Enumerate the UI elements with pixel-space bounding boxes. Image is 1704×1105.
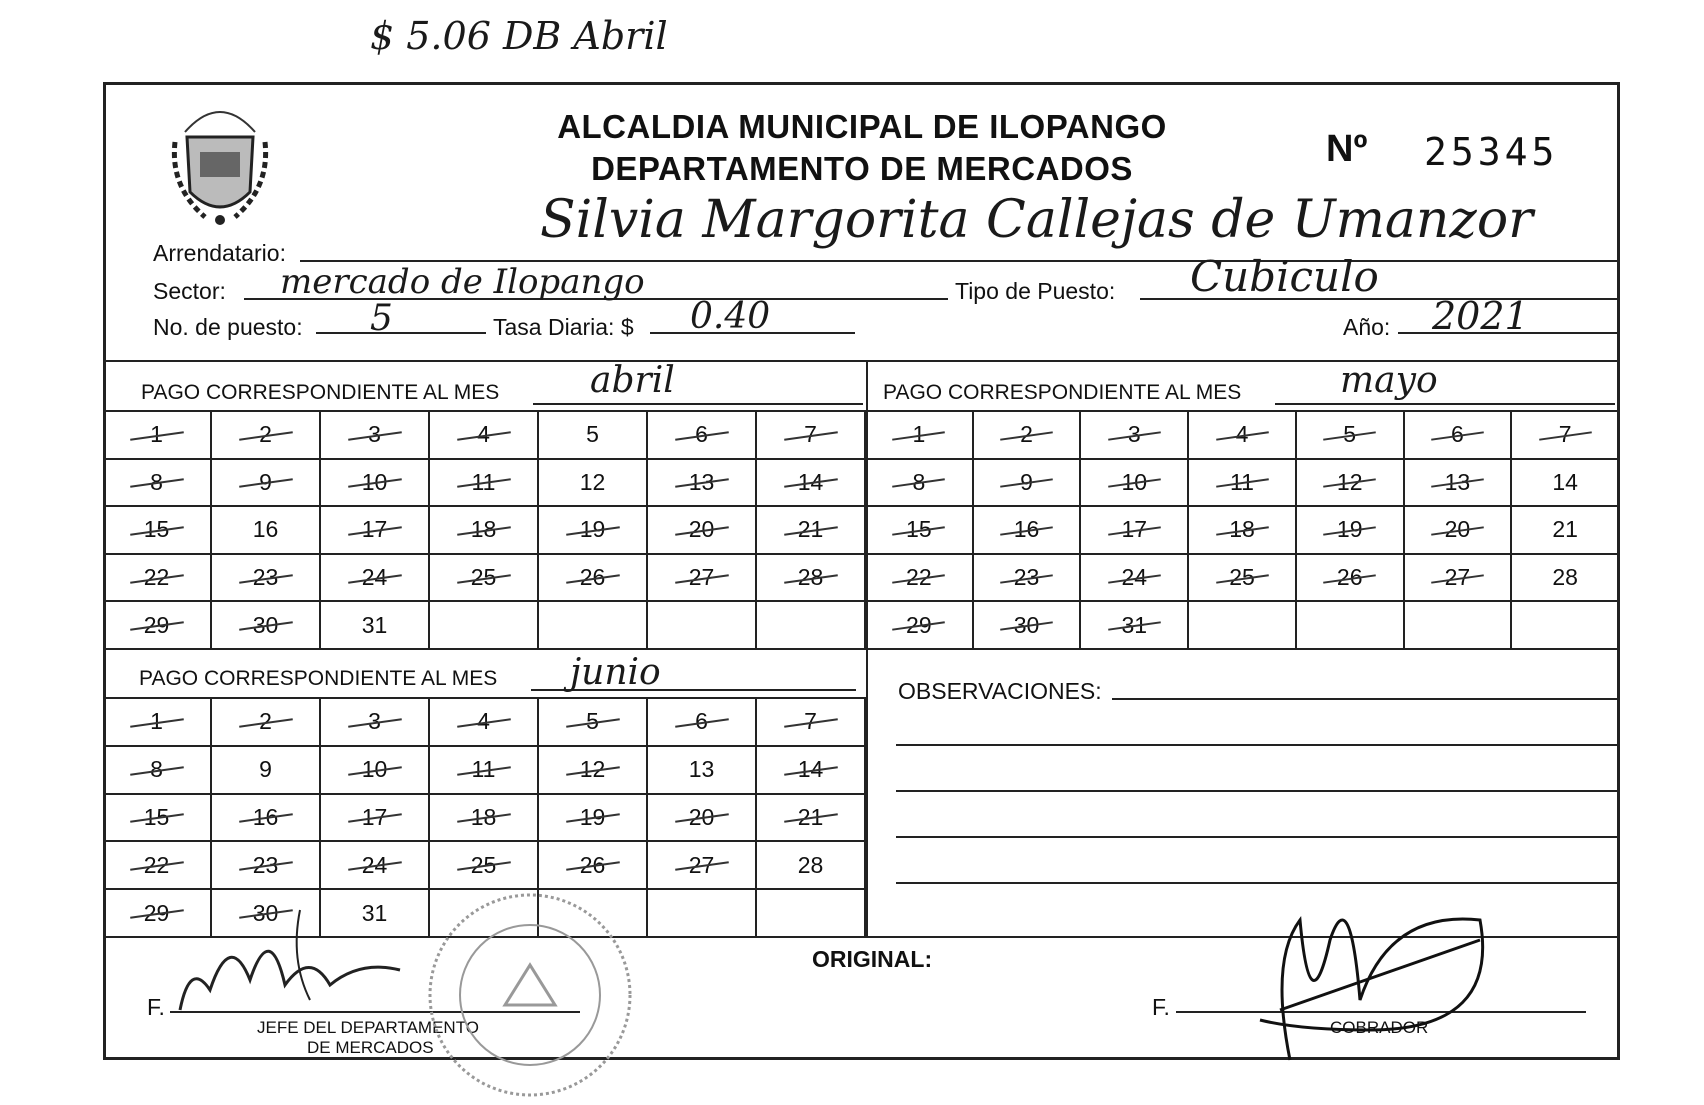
day-cell: 6: [648, 412, 757, 460]
day-cell: 14: [1512, 460, 1620, 508]
day-cell: 11: [430, 460, 539, 508]
receipt-number: 25345: [1424, 130, 1559, 174]
top-handwritten-note: $ 5.06 DB Abril: [370, 14, 668, 58]
day-cell: 9: [212, 460, 321, 508]
month-label: PAGO CORRESPONDIENTE AL MES: [139, 667, 498, 690]
f-left-label: F.: [147, 994, 165, 1020]
day-cell: 7: [1512, 412, 1620, 460]
puesto-value: 5: [370, 298, 393, 339]
day-cell: 12: [539, 460, 648, 508]
day-cell: 12: [539, 747, 648, 795]
anio-value: 2021: [1432, 294, 1529, 338]
day-cell: 29: [103, 602, 212, 650]
day-cell: 11: [430, 747, 539, 795]
day-cell: 16: [974, 507, 1082, 555]
day-cell: 23: [212, 842, 321, 890]
empty-day-cell: [539, 602, 648, 650]
empty-day-cell: [1189, 602, 1297, 650]
day-cell: 31: [321, 602, 430, 650]
day-cell: 7: [757, 412, 866, 460]
official-stamp-icon: [415, 885, 645, 1105]
day-cell: 5: [1297, 412, 1405, 460]
day-cell: 12: [1297, 460, 1405, 508]
day-cell: 7: [757, 699, 866, 747]
month-line: [533, 403, 863, 405]
month-label: PAGO CORRESPONDIENTE AL MES: [883, 381, 1242, 404]
day-cell: 20: [648, 507, 757, 555]
day-cell: 23: [212, 555, 321, 603]
day-cell: 17: [321, 795, 430, 843]
day-cell: 3: [321, 699, 430, 747]
empty-day-cell: [648, 890, 757, 938]
day-cell: 8: [866, 460, 974, 508]
day-cell: 16: [212, 795, 321, 843]
signature-right-icon: [1240, 880, 1500, 1080]
jefe-caption-2: DE MERCADOS: [307, 1038, 434, 1057]
day-cell: 27: [648, 842, 757, 890]
day-cell: 20: [1405, 507, 1513, 555]
day-cell: 10: [321, 460, 430, 508]
day-cell: 19: [1297, 507, 1405, 555]
day-cell: 30: [212, 602, 321, 650]
tipo-puesto-value: Cubiculo: [1190, 252, 1379, 301]
day-cell: 11: [1189, 460, 1297, 508]
puesto-label: No. de puesto:: [153, 314, 303, 340]
page-title: ALCALDIA MUNICIPAL DE ILOPANGO: [557, 108, 1167, 145]
day-cell: 3: [321, 412, 430, 460]
day-cell: 2: [212, 699, 321, 747]
day-cell: 4: [430, 412, 539, 460]
day-cell: 20: [648, 795, 757, 843]
day-cell: 26: [1297, 555, 1405, 603]
day-cell: 18: [1189, 507, 1297, 555]
day-cell: 22: [866, 555, 974, 603]
month-label: PAGO CORRESPONDIENTE AL MES: [141, 381, 500, 404]
day-cell: 8: [103, 747, 212, 795]
day-cell: 2: [212, 412, 321, 460]
day-grid-mayo: [866, 410, 1620, 650]
day-cell: 22: [103, 842, 212, 890]
day-cell: 31: [321, 890, 430, 938]
observaciones-line-1: [1112, 698, 1617, 700]
f-right-label: F.: [1152, 994, 1170, 1020]
day-cell: 24: [1081, 555, 1189, 603]
anio-label: Año:: [1343, 314, 1391, 340]
sector-value: mercado de Ilopango: [280, 262, 645, 302]
day-cell: 13: [648, 747, 757, 795]
day-cell: 31: [1081, 602, 1189, 650]
day-cell: 2: [974, 412, 1082, 460]
month-value-abril: abril: [590, 360, 675, 401]
puesto-line: [316, 332, 486, 334]
day-grid-abril: [103, 410, 866, 650]
day-cell: 25: [430, 842, 539, 890]
day-cell: 30: [974, 602, 1082, 650]
day-cell: 5: [539, 699, 648, 747]
day-cell: 28: [757, 555, 866, 603]
jefe-caption-1: JEFE DEL DEPARTAMENTO: [257, 1018, 479, 1037]
day-cell: 19: [539, 795, 648, 843]
empty-day-cell: [430, 602, 539, 650]
day-cell: 9: [974, 460, 1082, 508]
month-value-junio: junio: [570, 652, 661, 693]
day-cell: 10: [321, 747, 430, 795]
day-cell: 25: [430, 555, 539, 603]
day-cell: 15: [103, 507, 212, 555]
month-header-mayo: [883, 381, 1241, 405]
day-cell: 21: [757, 507, 866, 555]
day-cell: 23: [974, 555, 1082, 603]
tasa-value: 0.40: [690, 296, 771, 337]
day-cell: 5: [539, 412, 648, 460]
day-cell: 21: [757, 795, 866, 843]
day-cell: 1: [103, 699, 212, 747]
page-subtitle: DEPARTAMENTO DE MERCADOS: [591, 150, 1133, 187]
original-label: ORIGINAL:: [812, 946, 933, 972]
day-cell: 14: [757, 460, 866, 508]
day-cell: 13: [1405, 460, 1513, 508]
observaciones-line-4: [896, 836, 1617, 838]
day-cell: 10: [1081, 460, 1189, 508]
day-cell: 1: [866, 412, 974, 460]
day-cell: 13: [648, 460, 757, 508]
empty-day-cell: [1405, 602, 1513, 650]
day-cell: 18: [430, 507, 539, 555]
month-value-mayo: mayo: [1340, 360, 1438, 401]
day-cell: 30: [212, 890, 321, 938]
day-cell: 28: [757, 842, 866, 890]
empty-day-cell: [1512, 602, 1620, 650]
day-cell: 17: [321, 507, 430, 555]
day-cell: 28: [1512, 555, 1620, 603]
observaciones-label: OBSERVACIONES:: [898, 678, 1102, 704]
arrendatario-value: Silvia Margorita Callejas de Umanzor: [540, 190, 1533, 250]
cobrador-caption: COBRADOR: [1330, 1018, 1429, 1037]
day-cell: 27: [648, 555, 757, 603]
month-line: [1275, 403, 1615, 405]
day-cell: 3: [1081, 412, 1189, 460]
day-cell: 14: [757, 747, 866, 795]
arrendatario-label: Arrendatario:: [153, 240, 286, 266]
day-cell: 15: [866, 507, 974, 555]
day-cell: 24: [321, 555, 430, 603]
day-cell: 16: [212, 507, 321, 555]
day-cell: 1: [103, 412, 212, 460]
day-cell: 4: [1189, 412, 1297, 460]
empty-day-cell: [1297, 602, 1405, 650]
day-cell: 9: [212, 747, 321, 795]
day-cell: 6: [1405, 412, 1513, 460]
observaciones-line-3: [896, 790, 1617, 792]
day-cell: 15: [103, 795, 212, 843]
empty-day-cell: [757, 602, 866, 650]
day-cell: 19: [539, 507, 648, 555]
empty-day-cell: [648, 602, 757, 650]
day-cell: 22: [103, 555, 212, 603]
tipo-puesto-label: Tipo de Puesto:: [955, 278, 1116, 304]
receipt-number-label: Nº: [1326, 128, 1368, 170]
day-cell: 26: [539, 555, 648, 603]
month-header-abril: [141, 381, 499, 405]
tasa-label: Tasa Diaria: $: [493, 314, 634, 340]
month-header-junio: [139, 667, 497, 691]
day-cell: 27: [1405, 555, 1513, 603]
signature-left-icon: [170, 900, 420, 1030]
day-cell: 29: [866, 602, 974, 650]
empty-day-cell: [757, 890, 866, 938]
sector-label: Sector:: [153, 278, 226, 304]
day-cell: 17: [1081, 507, 1189, 555]
municipal-seal-icon: [165, 92, 275, 232]
day-cell: 6: [648, 699, 757, 747]
observaciones-line-2: [896, 744, 1617, 746]
day-cell: 24: [321, 842, 430, 890]
day-cell: 25: [1189, 555, 1297, 603]
day-cell: 4: [430, 699, 539, 747]
day-cell: 8: [103, 460, 212, 508]
day-cell: 18: [430, 795, 539, 843]
day-cell: 21: [1512, 507, 1620, 555]
day-cell: 26: [539, 842, 648, 890]
day-cell: 29: [103, 890, 212, 938]
